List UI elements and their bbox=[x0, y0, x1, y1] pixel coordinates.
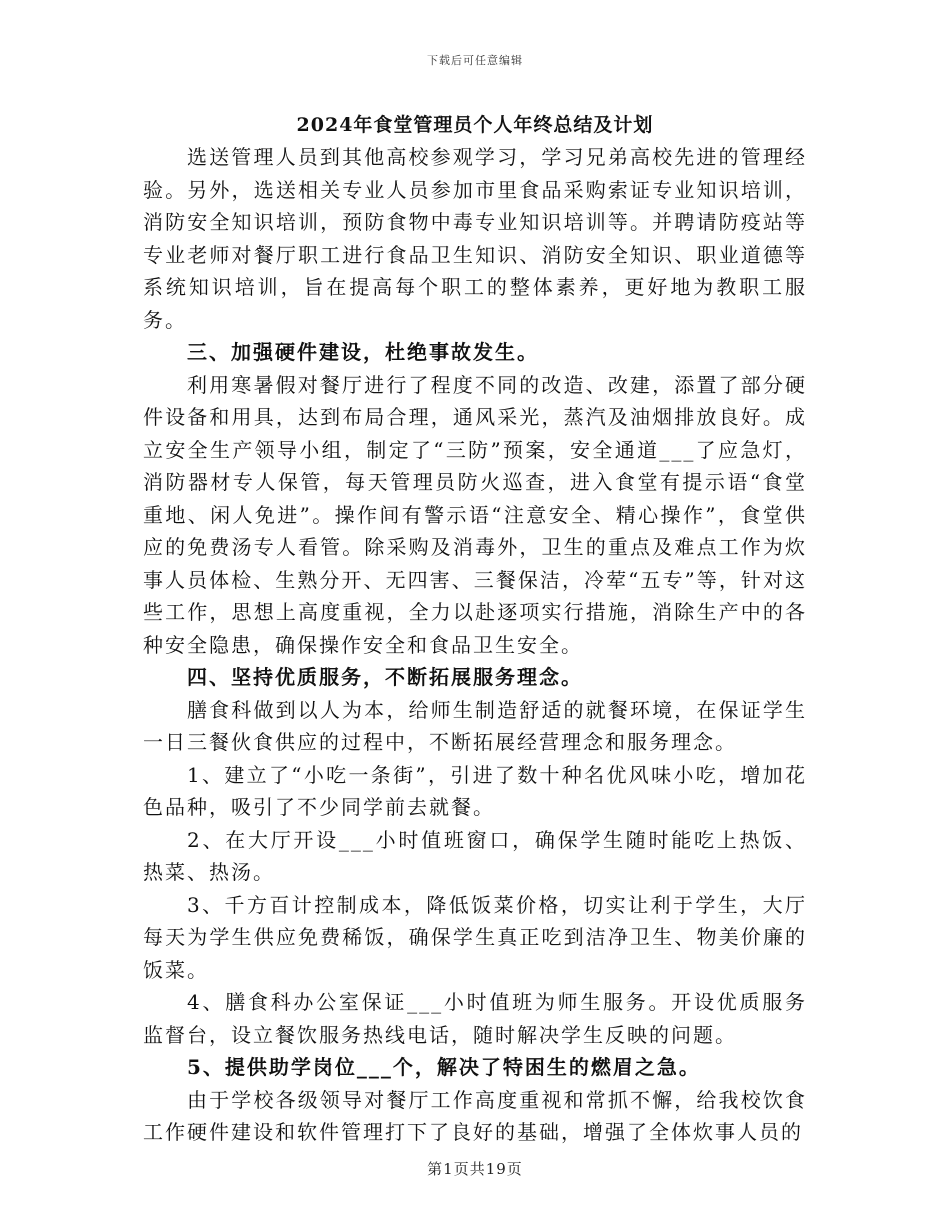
list-item-office-duty: 4、膳食科办公室保证___小时值班为师生服务。开设优质服务监督台，设立餐饮服务热线电话，随时解决学生反映的问题。 bbox=[143, 990, 807, 1047]
paragraph-conclusion: 由于学校各级领导对餐厅工作高度重视和常抓不懈，给我校饮食工作硬件建设和软件管理打下了良好的基础，增强了全体炊事人员的 bbox=[143, 1087, 807, 1144]
page-footer: 第1页共19页 bbox=[427, 1160, 523, 1178]
paragraph-hardware: 利用寒暑假对餐厅进行了程度不同的改造、改建，添置了部分硬件设备和用具，达到布局合理，通风采光，蒸汽及油烟排放良好。成立安全生产领导小组，制定了“三防”预案，安全通道___了应急灯，消防器材专人保管，每天管理员防火巡查，进入食堂有提示语“食堂重地、闲人免进”。操作间有警示语“注意安全、精心操作”，食堂供应的免费汤专人看管。除采购及消毒外，卫生的重点及难点工作为炊事人员体检、生熟分开、无四害、三餐保洁，冷荤“五专”等，针对这些工作，思想上高度重视，全力以赴逐项实行措施，消除生产中的各种安全隐患，确保操作安全和食品卫生安全。 bbox=[143, 372, 807, 657]
section-heading-work-study: 5、提供助学岗位___个，解决了特困生的燃眉之急。 bbox=[187, 1055, 701, 1079]
section-heading-hardware: 三、加强硬件建设，杜绝事故发生。 bbox=[187, 340, 539, 364]
header-note: 下载后可任意编辑 bbox=[427, 54, 523, 67]
paragraph-training: 选送管理人员到其他高校参观学习，学习兄弟高校先进的管理经验。另外，选送相关专业人员参加市里食品采购索证专业知识培训，消防安全知识培训，预防食物中毒专业知识培训等。并聘请防疫站等专业老师对餐厅职工进行食品卫生知识、消防安全知识、职业道德等系统知识培训，旨在提高每个职工的整体素养，更好地为教职工服务。 bbox=[143, 145, 807, 332]
section-heading-service: 四、坚持优质服务，不断拓展服务理念。 bbox=[187, 665, 583, 689]
paragraph-service-intro: 膳食科做到以人为本，给师生制造舒适的就餐环境，在保证学生一日三餐伙食供应的过程中，不断拓展经营理念和服务理念。 bbox=[143, 697, 807, 754]
list-item-duty-window: 2、在大厅开设___小时值班窗口，确保学生随时能吃上热饭、热菜、热汤。 bbox=[143, 827, 807, 884]
list-item-cost-control: 3、千方百计控制成本，降低饭菜价格，切实让利于学生，大厅每天为学生供应免费稀饭，确保学生真正吃到洁净卫生、物美价廉的饭菜。 bbox=[143, 892, 807, 982]
list-item-snack-street: 1、建立了“小吃一条街”，引进了数十种名优风味小吃，增加花色品种，吸引了不少同学前去就餐。 bbox=[143, 762, 807, 819]
document-body bbox=[143, 141, 807, 1149]
document-title: 2024年食堂管理员个人年终总结及计划 bbox=[296, 114, 654, 136]
